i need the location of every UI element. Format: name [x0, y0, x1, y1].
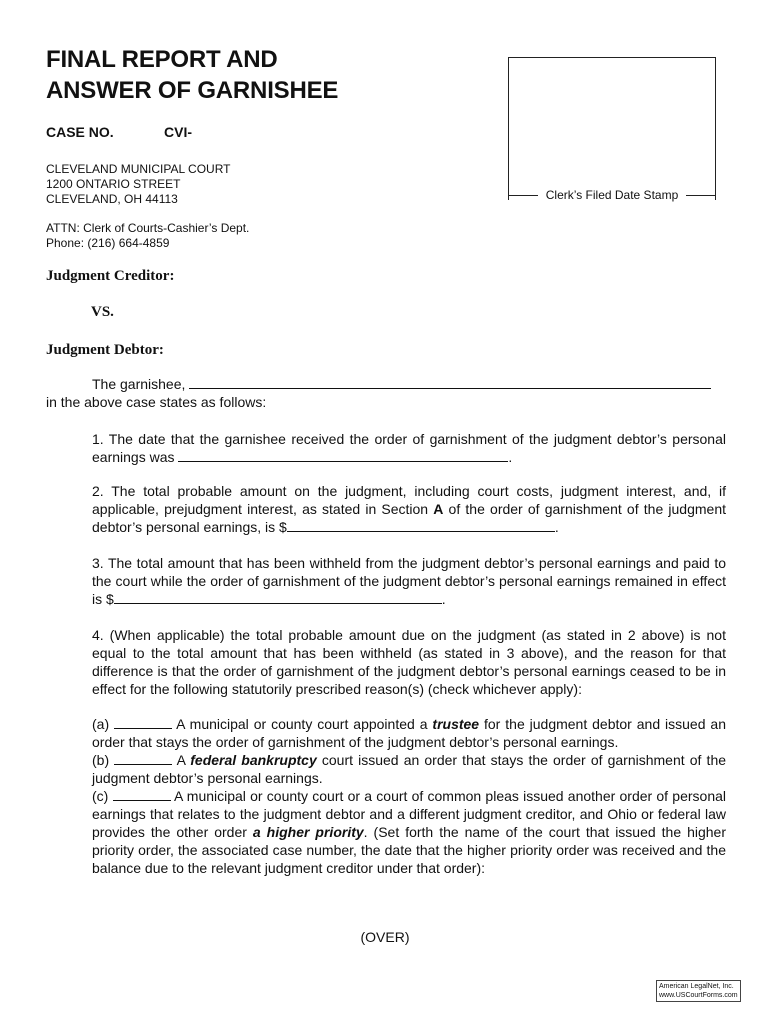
item-3-end: .: [441, 591, 446, 607]
garnishee-name-blank[interactable]: [189, 376, 711, 389]
item-3-text: 3. The total amount that has been withheld from the judgment debtor’s personal earnings and paid to the court while the order of garnishment of the judgment debtor’s personal earnings remained in effect is $: [92, 555, 726, 607]
court-name: CLEVELAND MUNICIPAL COURT: [46, 162, 231, 176]
attn-line: ATTN: Clerk of Courts-Cashier’s Dept.: [46, 221, 250, 235]
stamp-line-left: [508, 195, 538, 196]
publisher-footer: [656, 980, 741, 1002]
item-2-text-cont: of the order of garnishment of the judgment debtor’s personal earnings, is $: [92, 501, 727, 535]
item-3: [46, 554, 726, 608]
option-a-label: (a): [92, 716, 115, 732]
court-address: [46, 162, 230, 207]
over-indicator: (OVER): [360, 929, 410, 945]
title-line-2: ANSWER OF GARNISHEE: [46, 77, 339, 104]
option-c-check-blank[interactable]: [113, 788, 171, 801]
date-received-blank[interactable]: [178, 449, 508, 462]
item-2-end: .: [554, 519, 559, 535]
probable-amount-blank[interactable]: [287, 519, 555, 532]
phone-line: Phone: (216) 664-4859: [46, 236, 170, 250]
option-c-label: (c): [92, 788, 113, 804]
attention-block: [46, 221, 249, 251]
item-2-text: 2. The total probable amount on the judgment, including court costs, judgment interest, and, if applicable, prejudgment interest, as stated in Section: [92, 483, 726, 517]
footer-line-1: American LegalNet, Inc.: [659, 983, 734, 990]
option-b-text-cont: court issued an order that stays the order of garnishment of the judgment debtor’s personal earnings.: [92, 752, 727, 786]
judgment-debtor-label: Judgment Debtor:: [46, 342, 164, 358]
reason-options: [46, 715, 726, 877]
case-number-row: [46, 124, 192, 140]
filed-date-stamp-label-row: [508, 188, 716, 202]
item-1-text: 1. The date that the garnishee received the order of garnishment of the judgment debtor’s personal earnings was: [92, 431, 726, 465]
footer-line-2: www.USCourtForms.com: [659, 992, 738, 999]
withheld-amount-blank[interactable]: [114, 591, 442, 604]
stamp-label: Clerk’s Filed Date Stamp: [545, 188, 679, 202]
option-b-check-blank[interactable]: [114, 752, 172, 765]
option-a-text: A municipal or county court appointed a: [172, 716, 433, 732]
higher-priority-emphasis: a higher priority: [252, 824, 364, 840]
stamp-line-right: [686, 195, 716, 196]
intro-continuation: in the above case states as follows:: [46, 394, 267, 410]
court-city: CLEVELAND, OH 44113: [46, 192, 178, 206]
option-b-label: (b): [92, 752, 115, 768]
item-4: [46, 626, 726, 698]
intro-paragraph: [46, 375, 726, 411]
court-street: 1200 ONTARIO STREET: [46, 177, 181, 191]
option-a-text-cont: for the judgment debtor and issued an order that stays the order of garnishment of the judgment debtor’s personal earnings.: [92, 716, 726, 750]
federal-bankruptcy-emphasis: federal bankruptcy: [190, 752, 317, 768]
judgment-creditor-label: Judgment Creditor:: [46, 268, 175, 284]
item-4-text: 4. (When applicable) the total probable amount due on the judgment (as stated in 2 above) is not equal to the total amount that has been withheld (as stated in 3 above), and the reason for that difference is that the order of garnishment of the judgment debtor’s personal earnings ceased to be in effect for the following statutorily prescribed reason(s) (check whichever apply):: [92, 627, 726, 697]
option-b: [46, 751, 726, 787]
case-number-label: CASE NO.: [46, 124, 114, 140]
section-a-label: A: [433, 501, 444, 517]
option-a: [46, 715, 726, 751]
item-1-end: .: [508, 449, 513, 465]
option-c-text: A municipal or county court or a court of common pleas issued another order of personal earnings that relates to the judgment debtor and a different judgment creditor, and Ohio or federal law provides the other order: [92, 788, 726, 840]
option-b-text: A: [172, 752, 191, 768]
versus-label: VS.: [91, 304, 114, 320]
case-number-prefix: CVI-: [164, 124, 192, 140]
title-line-1: FINAL REPORT AND: [46, 46, 278, 73]
intro-text: The garnishee,: [92, 376, 190, 392]
option-c-text-cont: . (Set forth the name of the court that issued the higher priority order, the associated case number, the date that the higher priority order was received and the balance due to the relevant judgment creditor under that order):: [92, 824, 727, 876]
form-title: [46, 44, 338, 106]
item-2: [46, 482, 726, 536]
option-c: [46, 787, 726, 877]
option-a-check-blank[interactable]: [114, 716, 172, 729]
trustee-emphasis: trustee: [432, 716, 480, 732]
item-1: [46, 430, 726, 466]
filed-date-stamp-box: [508, 57, 716, 200]
